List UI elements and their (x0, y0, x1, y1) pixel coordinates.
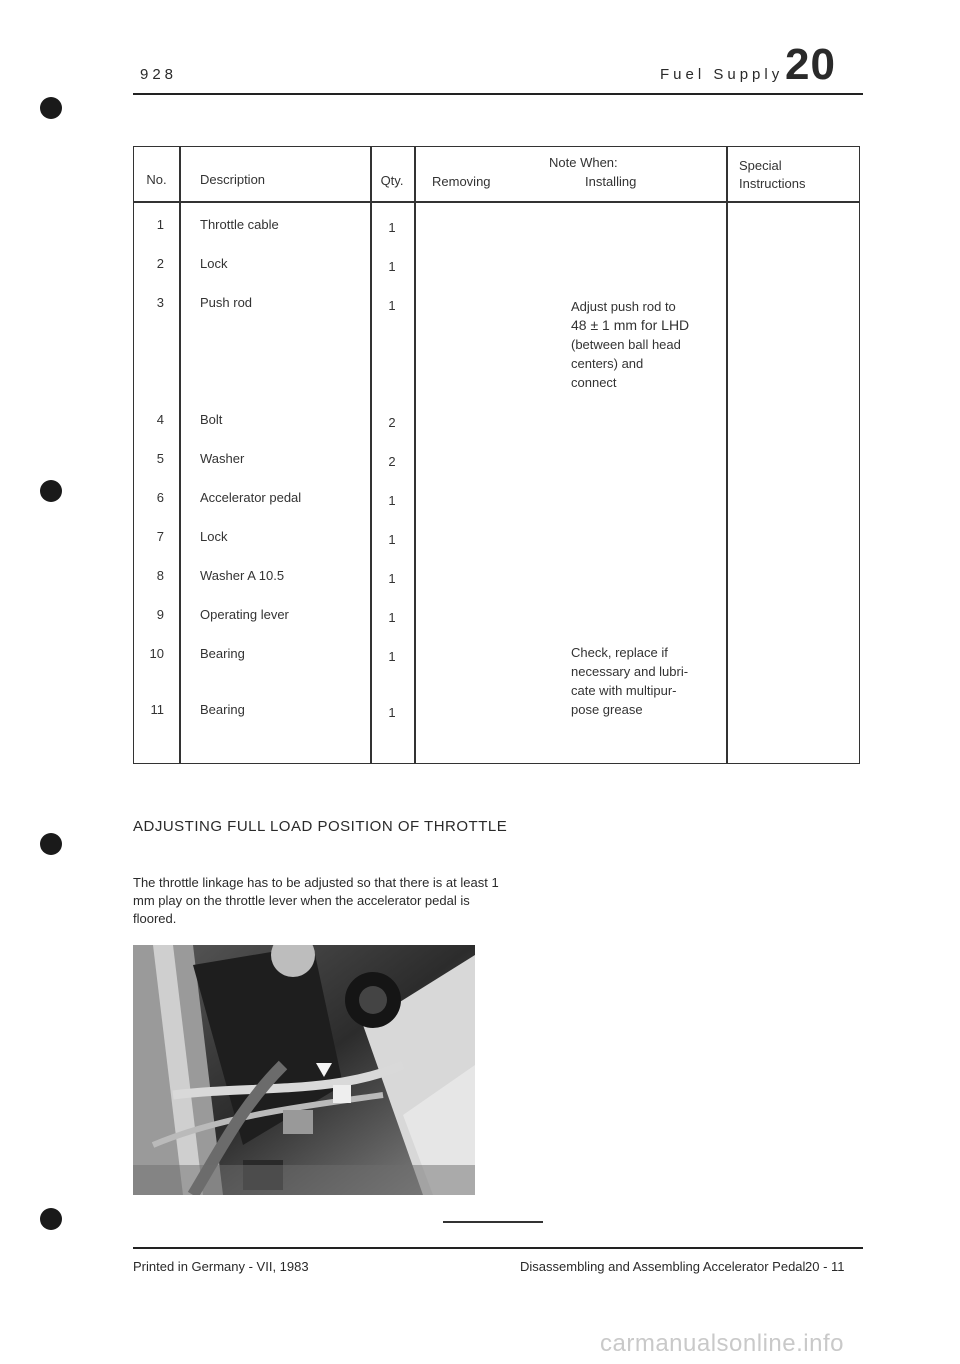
watermark: carmanualsonline.info (600, 1330, 844, 1357)
row-number: 8 (156, 568, 164, 583)
row-description: Lock (200, 529, 228, 544)
row-description: Throttle cable (200, 217, 279, 232)
note-line: (between ball head (571, 337, 681, 352)
body-text: The throttle linkage has to be adjusted so that there is at least 1 mm play on the throttle lever when the accelerator pedal is floored. (133, 875, 499, 926)
row-qty: 1 (388, 705, 396, 720)
footer-page-number: 20 - 11 (805, 1259, 845, 1274)
note-line: cate with multipur- (571, 683, 677, 698)
row-number: 5 (156, 451, 164, 466)
row-qty: 1 (388, 259, 396, 274)
binder-hole (40, 97, 62, 119)
section-label: Fuel Supply (660, 66, 784, 83)
binder-hole (40, 480, 62, 502)
model-label: 928 (140, 66, 178, 83)
row-number: 7 (156, 529, 164, 544)
row-description: Bearing (200, 646, 245, 661)
install-note-push-rod (571, 297, 689, 392)
group-number: 20 (785, 40, 836, 89)
binder-hole (40, 833, 62, 855)
column-divider (414, 147, 416, 763)
footer-title: Disassembling and Assembling Accelerator Pedal (520, 1259, 806, 1274)
header-installing: Installing (585, 174, 637, 189)
row-description: Washer (200, 451, 245, 466)
footer-rule (133, 1247, 863, 1249)
row-qty: 2 (388, 454, 396, 469)
row-number: 1 (156, 217, 164, 232)
row-number: 9 (156, 607, 164, 622)
row-description: Accelerator pedal (200, 490, 302, 505)
footer-printed: Printed in Germany - VII, 1983 (133, 1259, 309, 1274)
binder-hole (40, 1208, 62, 1230)
row-number: 4 (156, 412, 164, 427)
note-line: Check, replace if (571, 645, 668, 660)
header-instructions: Instructions (739, 176, 806, 191)
row-description: Washer A 10.5 (200, 568, 285, 583)
row-qty: 1 (388, 298, 396, 313)
row-number: 10 (149, 646, 164, 661)
note-line: 48 ± 1 mm for LHD (571, 317, 690, 333)
header-qty: Qty. (380, 173, 404, 188)
row-qty: 2 (388, 415, 396, 430)
row-number: 3 (156, 295, 164, 310)
header-description: Description (200, 172, 266, 187)
note-line: centers) and (571, 356, 644, 371)
install-note-bearing (571, 643, 688, 719)
end-rule (443, 1221, 543, 1223)
column-divider (726, 147, 728, 763)
row-qty: 1 (388, 649, 396, 664)
row-qty: 1 (388, 532, 396, 547)
header-rule (133, 93, 863, 95)
row-qty: 1 (388, 493, 396, 508)
parts-table (133, 146, 860, 764)
header-divider (134, 201, 859, 203)
header-special: Special (739, 158, 782, 173)
note-line: necessary and lubri- (571, 664, 689, 679)
row-description: Lock (200, 256, 228, 271)
row-qty: 1 (388, 571, 396, 586)
row-description: Push rod (200, 295, 253, 310)
row-number: 11 (150, 702, 164, 717)
column-divider (179, 147, 181, 763)
row-qty: 1 (388, 220, 396, 235)
header-note-when: Note When: (549, 155, 618, 170)
row-description: Bolt (200, 412, 223, 427)
section-title: ADJUSTING FULL LOAD POSITION OF THROTTLE (133, 818, 508, 835)
note-line: connect (571, 375, 617, 390)
engine-bay-photo (133, 945, 475, 1195)
note-line: Adjust push rod to (571, 299, 676, 314)
note-line: pose grease (571, 702, 643, 717)
row-qty: 1 (388, 610, 396, 625)
row-number: 6 (156, 490, 164, 505)
header-no: No. (146, 172, 167, 187)
row-description: Bearing (200, 702, 245, 717)
header-removing: Removing (432, 174, 491, 189)
row-description: Operating lever (200, 607, 289, 622)
row-number: 2 (156, 256, 164, 271)
